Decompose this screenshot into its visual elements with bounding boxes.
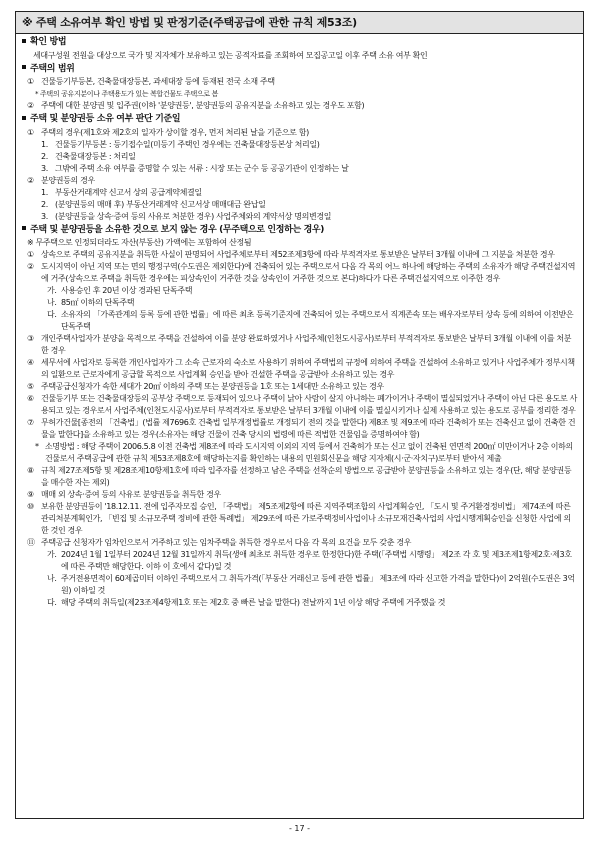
sub-item	[41, 163, 578, 175]
square-bullet-icon	[22, 39, 26, 43]
list-item	[27, 465, 578, 489]
list-item	[27, 357, 578, 381]
item-text: (분양권등을 상속·증여 등의 사유로 처분한 경우) 사업주체와의 계약서상 명의변경일	[55, 211, 332, 221]
sub-item	[41, 211, 578, 223]
item-marker: 3.	[41, 163, 48, 173]
section-heading	[21, 36, 578, 50]
sub-item	[47, 597, 578, 609]
item-text: 상속으로 주택의 공유지분을 취득한 사실이 판명되어 사업주체로부터 제52조제3항에 따라 부적격자로 통보받은 날부터 3개월 이내에 그 지분을 처분한 경우	[41, 250, 555, 259]
item-marker: ⑦	[27, 418, 34, 427]
list-item	[27, 175, 578, 187]
list-item	[27, 333, 578, 357]
list-item	[27, 100, 578, 112]
content-box	[15, 11, 584, 819]
list-item	[27, 76, 578, 88]
sub-item	[47, 297, 578, 309]
item-marker: ⑪	[27, 538, 35, 547]
item-marker: 다.	[47, 598, 57, 607]
list-item	[27, 501, 578, 537]
item-marker: ①	[27, 77, 34, 86]
item-text: 건물등기부등본, 건축물대장등본, 과세대장 등에 등재된 전국 소재 주택	[41, 77, 275, 86]
item-marker: 2.	[41, 151, 48, 161]
list-item	[27, 381, 578, 393]
item-text: 무허가건물[종전의 「건축법」(법률 제7696호 건축법 일부개정법률로 개정되기 전의 것을 말한다) 제8조 및 제9조에 따라 건축허가 또는 건축신고 없이 건축한 건물을 말한다]을 소유하고 있는 경우(소유자는 해당 건물이 건축 당시의 법령에 따른 적법한 건물임을 증명하여야 함)	[41, 418, 576, 439]
item-marker: ⑨	[27, 490, 34, 499]
paragraph: 세대구성원 전원을 대상으로 국가 및 지자체가 보유하고 있는 공적자료를 조회하여 모집공고일 이후 주택 소유 여부 확인	[33, 50, 428, 60]
section-heading-text: 주택 및 분양권등을 소유한 것으로 보지 않는 경우 (무주택으로 인정하는 경우)	[30, 224, 325, 235]
item-marker: 나.	[47, 298, 57, 307]
section-heading-text: 주택의 범위	[30, 63, 75, 74]
page-number: - 17 -	[288, 824, 311, 833]
list-item	[27, 249, 578, 261]
item-marker: 다.	[47, 310, 57, 319]
item-marker: ⑧	[27, 466, 34, 475]
sub-item	[47, 573, 578, 597]
sub-item	[47, 285, 578, 297]
item-text: 개인주택사업자가 분양을 목적으로 주택을 건설하여 이를 분양 완료하였거나 사업주체(인천도시공사)로부터 부적격자로 통보받은 날부터 3개월 이내에 이를 처분한 경우	[41, 334, 572, 355]
section-heading	[21, 63, 578, 77]
list-item	[27, 127, 578, 139]
document-body	[16, 34, 583, 609]
item-marker: 나.	[47, 574, 57, 583]
page-title: ※ 주택 소유여부 확인 방법 및 판정기준(주택공급에 관한 규칙 제53조)	[16, 12, 583, 34]
item-marker: *	[35, 442, 39, 451]
item-text: 부동산거래계약 신고서 상의 공급계약체결일	[55, 187, 202, 197]
item-text: 2024년 1월 1일부터 2024년 12월 31일까지 취득(생애 최초로 취득한 경우로 한정한다)한 주택(「주택법 시행령」 제2조 각 호 및 제3조제1항제2호·제3호에 따른 주택만 해당한다. 이하 이 호에서 같다)일 것	[61, 550, 572, 571]
item-marker: 3.	[41, 211, 48, 221]
item-marker: ②	[27, 101, 34, 110]
list-item	[27, 261, 578, 285]
sub-item	[47, 309, 578, 333]
item-text: 세무서에 사업자로 등록한 개인사업자가 그 소속 근로자의 숙소로 사용하기 위하여 주택법의 규정에 의하여 주택을 건설하여 소유하고 있거나 사업주체가 정부시책의 일환으로 근로자에게 공급할 목적으로 사업계획 승인을 받아 건설한 주택을 공급받아 소유하고 있는 경우	[41, 358, 575, 379]
item-text: 매매 외 상속·증여 등의 사유로 분양권등을 취득한 경우	[41, 490, 221, 499]
item-marker: ①	[27, 250, 34, 259]
item-text: 분양권등의 경우	[41, 175, 95, 185]
section-heading	[21, 113, 578, 127]
item-marker: ⑩	[27, 502, 34, 511]
item-text: 사용승인 후 20년 이상 경과된 단독주택	[61, 286, 193, 295]
list-item	[27, 393, 578, 417]
item-text: 주택공급신청자가 속한 세대가 20㎡ 이하의 주택 또는 분양권등을 1호 또는 1세대만 소유하고 있는 경우	[41, 382, 384, 391]
item-marker: ⑤	[27, 382, 34, 391]
sub-item	[41, 139, 578, 151]
item-marker: ②	[27, 262, 34, 271]
item-marker: ①	[27, 127, 34, 137]
item-marker: 가.	[47, 286, 57, 295]
item-marker: ③	[27, 334, 34, 343]
item-text: (분양권등의 매매 후) 부동산거래계약 신고서상 매매대금 완납일	[55, 199, 266, 209]
item-marker: ④	[27, 358, 34, 367]
section-heading-text: 주택 및 분양권등 소유 여부 판단 기준일	[30, 114, 181, 124]
item-text: 건물등기부등본 : 등기접수일(미등기 주택인 경우에는 건축물대장등본상 처리일)	[55, 139, 320, 149]
item-text: 규칙 제27조제5항 및 제28조제10항제1호에 따라 입주자를 선정하고 남은 주택을 선착순의 방법으로 공급받아 분양권등을 소유하고 있는 경우(단, 해당 분양권등을 매수한 자는 제외)	[41, 466, 572, 487]
item-text: 건물등기부 또는 건축물대장등의 공부상 주택으로 등재되어 있으나 주택이 낡아 사람이 살지 아니하는 폐가이거나 주택이 멸실되었거나 주택이 아닌 다른 용도로 사용되고 있는 경우로서 사업주체(인천도시공사)로부터 부적격자로 통보받은 날부터 3개월 이내에 이를 멸실시키거나 실제 사용하고 있는 용도로 공부를 정리한 경우	[41, 394, 577, 415]
item-marker: 1.	[41, 187, 48, 197]
square-bullet-icon	[22, 116, 26, 120]
list-item	[27, 489, 578, 501]
item-text: 해당 주택의 취득일(제23조제4항제1호 또는 제2호 중 빠른 날을 말한다) 전날까지 1년 이상 해당 주택에 거주했을 것	[61, 598, 446, 607]
item-text: 그밖에 주택 소유 여부를 증명할 수 있는 서류 : 시장 또는 군수 등 공공기관이 인정하는 날	[55, 163, 349, 173]
item-text: 주택공급 신청자가 임차인으로서 거주하고 있는 임차주택을 취득한 경우로서 다음 각 목의 요건을 모두 갖춘 경우	[41, 538, 412, 547]
sub-item	[41, 151, 578, 163]
item-marker: 가.	[47, 550, 57, 559]
list-item	[27, 417, 578, 441]
item-text: 건축물대장등본 : 처리일	[55, 151, 136, 161]
sub-item	[47, 549, 578, 573]
item-text: 85㎡ 이하의 단독주택	[61, 298, 135, 307]
footnote: * 주택의 공유지분이나 주택용도가 있는 복합건물도 주택으로 봄	[35, 90, 218, 98]
item-marker: ⑥	[27, 394, 34, 403]
section-heading-text: 확인 방법	[30, 37, 67, 47]
section-note: ※ 무주택으로 인정되더라도 자산(부동산) 가액에는 포함하여 산정됨	[27, 238, 252, 247]
item-marker: 2.	[41, 199, 48, 209]
item-text: 주거전용면적이 60제곱미터 이하인 주택으로서 그 취득가격(「부동산 거래신고 등에 관한 법률」 제3조에 따라 신고한 가격을 말한다)이 2억원(수도권은 3억원) 이하일 것	[61, 574, 575, 595]
sub-item	[41, 187, 578, 199]
sub-item	[41, 199, 578, 211]
square-bullet-icon	[22, 226, 26, 230]
section-heading	[21, 224, 578, 238]
item-text: 소명방법 : 해당 주택이 2006.5.8 이전 건축법 제8조에 따라 도시지역 이외의 지역 등에서 건축허가 또는 신고 없이 건축된 연면적 200㎡ 미만이거나 2층 이하의 건물로서 주택공급에 관한 규칙 제53조제8호에 해당하는지를 확인하는 내용의 민원회신문을 해당 지자체(시·군·자치구)로부터 받아서 제출	[45, 442, 573, 463]
list-item	[27, 537, 578, 549]
footnote	[35, 441, 578, 465]
item-text: 보유한 분양권등이 '18.12.11. 전에 입주자모집 승인, 「주택법」 제5조제2항에 따른 지역주택조합의 사업계획승인, 「도시 및 주거환경정비법」 제74조에 따른 관리처분계획인가, 「빈집 및 소규모주택 정비에 관한 특례법」 제29조에 따른 가로주택정비사업이나 소규모재건축사업의 사업시행계획승인을 신청한 사업에 의한 것인 경우	[41, 502, 571, 535]
item-text: 소유자의 「가족관계의 등록 등에 관한 법률」에 따른 최초 등록기준지에 건축되어 있는 주택으로서 직계존속 또는 배우자로부터 상속 등에 의하여 이전받은 단독주택	[61, 310, 574, 331]
item-text: 도시지역이 아닌 지역 또는 면의 행정구역(수도권은 제외한다)에 건축되어 있는 주택으로서 다음 각 목의 어느 하나에 해당하는 주택의 소유자가 해당 주택건설지역에 거주(상속으로 주택을 취득한 경우에는 피상속인이 거주한 것을 상속인이 거주한 것으로 본다)하다가 다른 주택건설지역으로 이주한 경우	[41, 262, 576, 283]
item-text: 주택의 경우(제1호와 제2호의 일자가 상이할 경우, 먼저 처리된 날을 기준으로 함)	[41, 127, 309, 137]
item-marker: 1.	[41, 139, 48, 149]
item-text: 주택에 대한 분양권 및 입주권(이하 '분양권등', 분양권등의 공유지분을 소유하고 있는 경우도 포함)	[41, 101, 365, 110]
square-bullet-icon	[22, 65, 26, 69]
item-marker: ②	[27, 175, 34, 185]
